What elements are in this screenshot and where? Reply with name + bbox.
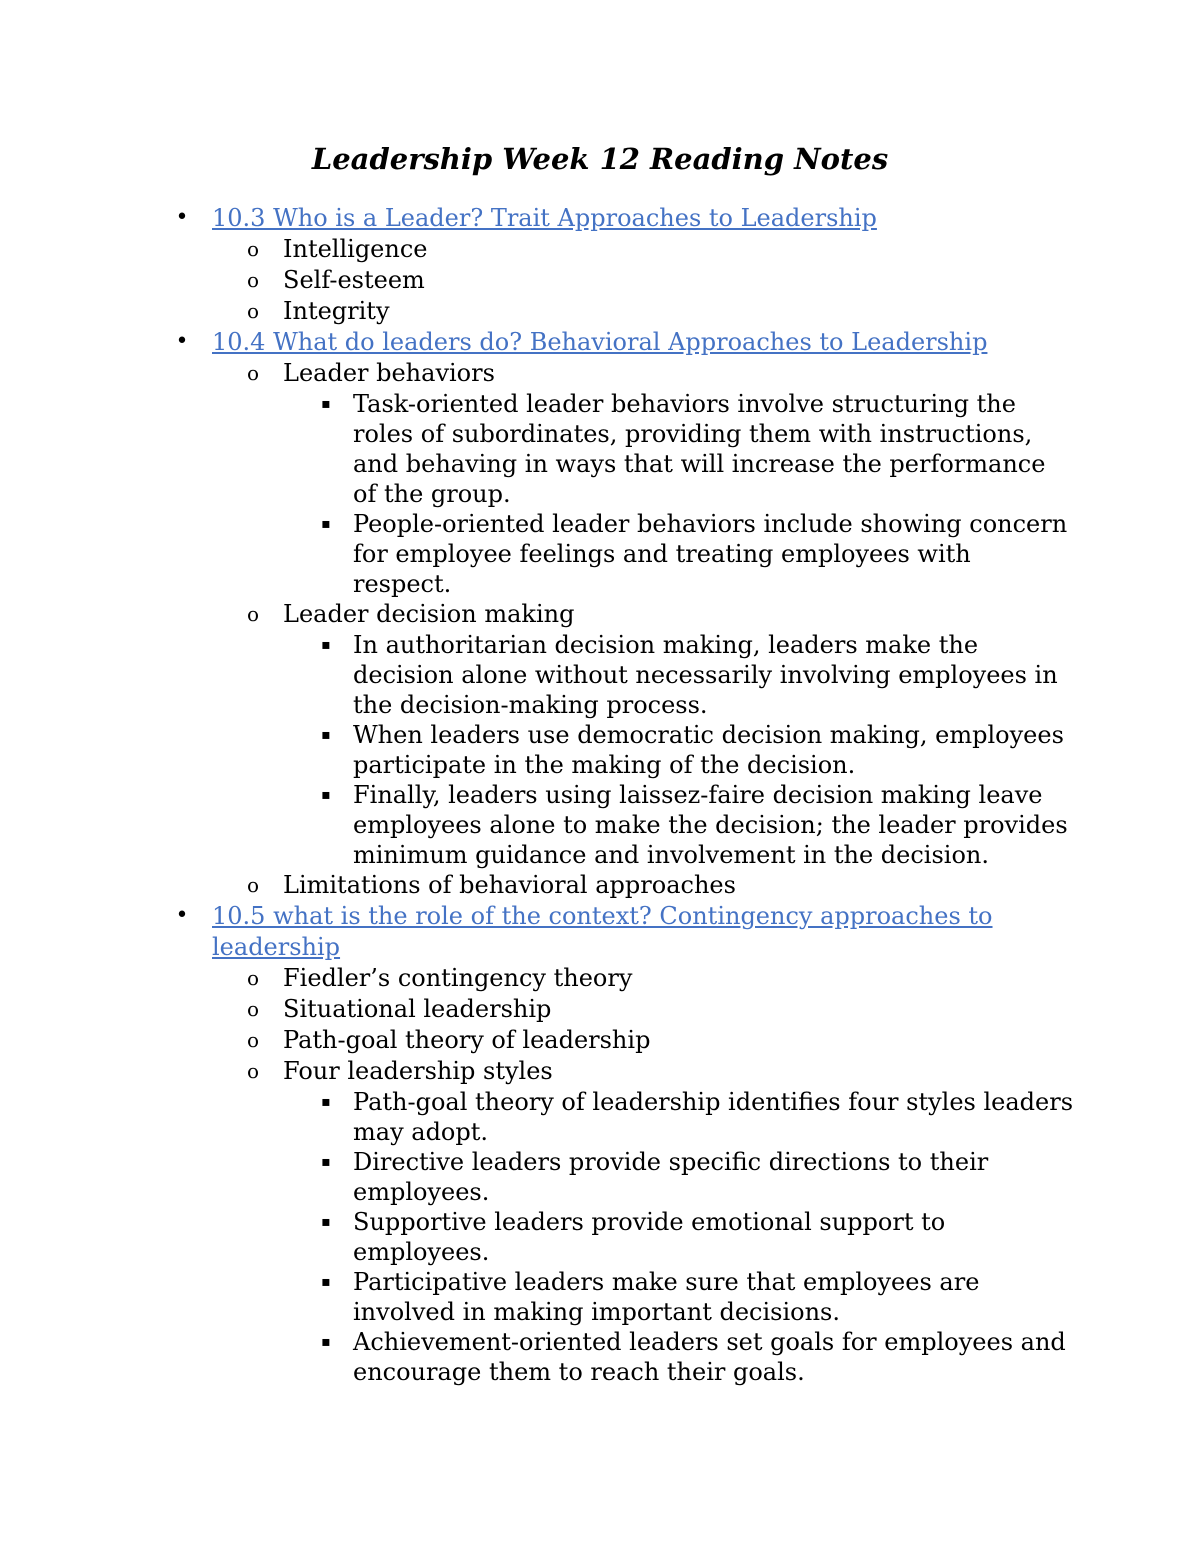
sub-list-item-text: Participative leaders make sure that employees are involved in making important decisions. [353, 1268, 980, 1326]
page-title: Leadership Week 12 Reading Notes [311, 142, 889, 176]
sub-list-item [0, 1267, 1073, 1327]
sub-list-item-text: Path-goal theory of leadership identifies four styles leaders may adopt. [353, 1088, 1074, 1146]
square-marker: ▪ [321, 637, 331, 653]
list-item [0, 234, 1200, 265]
circle-marker: o [246, 299, 260, 323]
square-marker: ▪ [321, 1274, 331, 1290]
bullet-marker: • [175, 903, 189, 928]
sub-list-item-text: Finally, leaders using laissez-faire decision making leave employees alone to make the decision; the leader provides minimum guidance and involvement in the decision. [353, 781, 1068, 869]
circle-marker: o [246, 997, 260, 1021]
sub-list-item-text: Achievement-oriented leaders set goals for employees and encourage them to reach their goals. [353, 1328, 1066, 1386]
sub-list-item-text: People-oriented leader behaviors include showing concern for employee feelings and treating employees with respect. [353, 510, 1068, 598]
list-item [0, 296, 1200, 327]
list-item-text: Four leadership styles [283, 1057, 553, 1085]
sub-list-item [0, 1327, 1073, 1387]
square-marker: ▪ [321, 787, 331, 803]
list-item-text: Self-esteem [283, 266, 425, 294]
list-item-text: Situational leadership [283, 995, 552, 1023]
list-item [0, 265, 1200, 296]
list-item [0, 599, 1200, 630]
sub-list-item-text: Task-oriented leader behaviors involve structuring the roles of subordinates, providing them with instructions, and behaving in ways that will increase the performance of the group. [353, 390, 1046, 508]
circle-marker: o [246, 237, 260, 261]
circle-marker: o [246, 873, 260, 897]
sub-list-item [0, 630, 1073, 720]
section-link-10-3[interactable]: 10.3 Who is a Leader? Trait Approaches to Leadership [212, 204, 877, 232]
square-marker: ▪ [321, 727, 331, 743]
section-link-10-5-continued[interactable]: leadership [212, 933, 341, 961]
list-item-text: Fiedler’s contingency theory [283, 964, 633, 992]
square-marker: ▪ [321, 516, 331, 532]
sub-list-item-text: When leaders use democratic decision making, employees participate in the making of the decision. [353, 721, 1064, 779]
notes-list [0, 203, 1200, 1387]
list-item [0, 1056, 1200, 1087]
list-item-text: Intelligence [283, 235, 428, 263]
sub-list-item [0, 389, 1073, 509]
section-heading-10-4 [0, 327, 1200, 358]
section-link-10-5[interactable]: 10.5 what is the role of the context? Contingency approaches to [212, 902, 993, 930]
list-item-text: Leader decision making [283, 600, 575, 628]
square-marker: ▪ [321, 1154, 331, 1170]
section-heading-10-5-continued [0, 932, 1200, 963]
circle-marker: o [246, 268, 260, 292]
list-item [0, 870, 1200, 901]
sub-list-item-text: Directive leaders provide specific directions to their employees. [353, 1148, 989, 1206]
sub-list-item [0, 509, 1073, 599]
section-heading-10-3 [0, 203, 1200, 234]
sub-list-item-text: In authoritarian decision making, leaders make the decision alone without necessarily involving employees in the decision-making process. [353, 631, 1058, 719]
list-item [0, 963, 1200, 994]
sub-list-item [0, 1087, 1073, 1147]
sub-list-item-text: Supportive leaders provide emotional support to employees. [353, 1208, 946, 1266]
section-heading-10-5 [0, 901, 1200, 932]
list-item [0, 358, 1200, 389]
bullet-marker: • [175, 329, 189, 354]
section-link-10-4[interactable]: 10.4 What do leaders do? Behavioral Approaches to Leadership [212, 328, 988, 356]
square-marker: ▪ [321, 1334, 331, 1350]
circle-marker: o [246, 602, 260, 626]
circle-marker: o [246, 1059, 260, 1083]
sub-list-item [0, 780, 1073, 870]
list-item-text: Limitations of behavioral approaches [283, 871, 736, 899]
sub-list-item [0, 1207, 1073, 1267]
list-item-text: Leader behaviors [283, 359, 495, 387]
circle-marker: o [246, 966, 260, 990]
bullet-marker: • [175, 205, 189, 230]
list-item [0, 1025, 1200, 1056]
list-item-text: Integrity [283, 297, 390, 325]
circle-marker: o [246, 1028, 260, 1052]
square-marker: ▪ [321, 1214, 331, 1230]
square-marker: ▪ [321, 1094, 331, 1110]
list-item [0, 994, 1200, 1025]
circle-marker: o [246, 361, 260, 385]
sub-list-item [0, 1147, 1073, 1207]
sub-list-item [0, 720, 1073, 780]
square-marker: ▪ [321, 396, 331, 412]
list-item-text: Path-goal theory of leadership [283, 1026, 651, 1054]
